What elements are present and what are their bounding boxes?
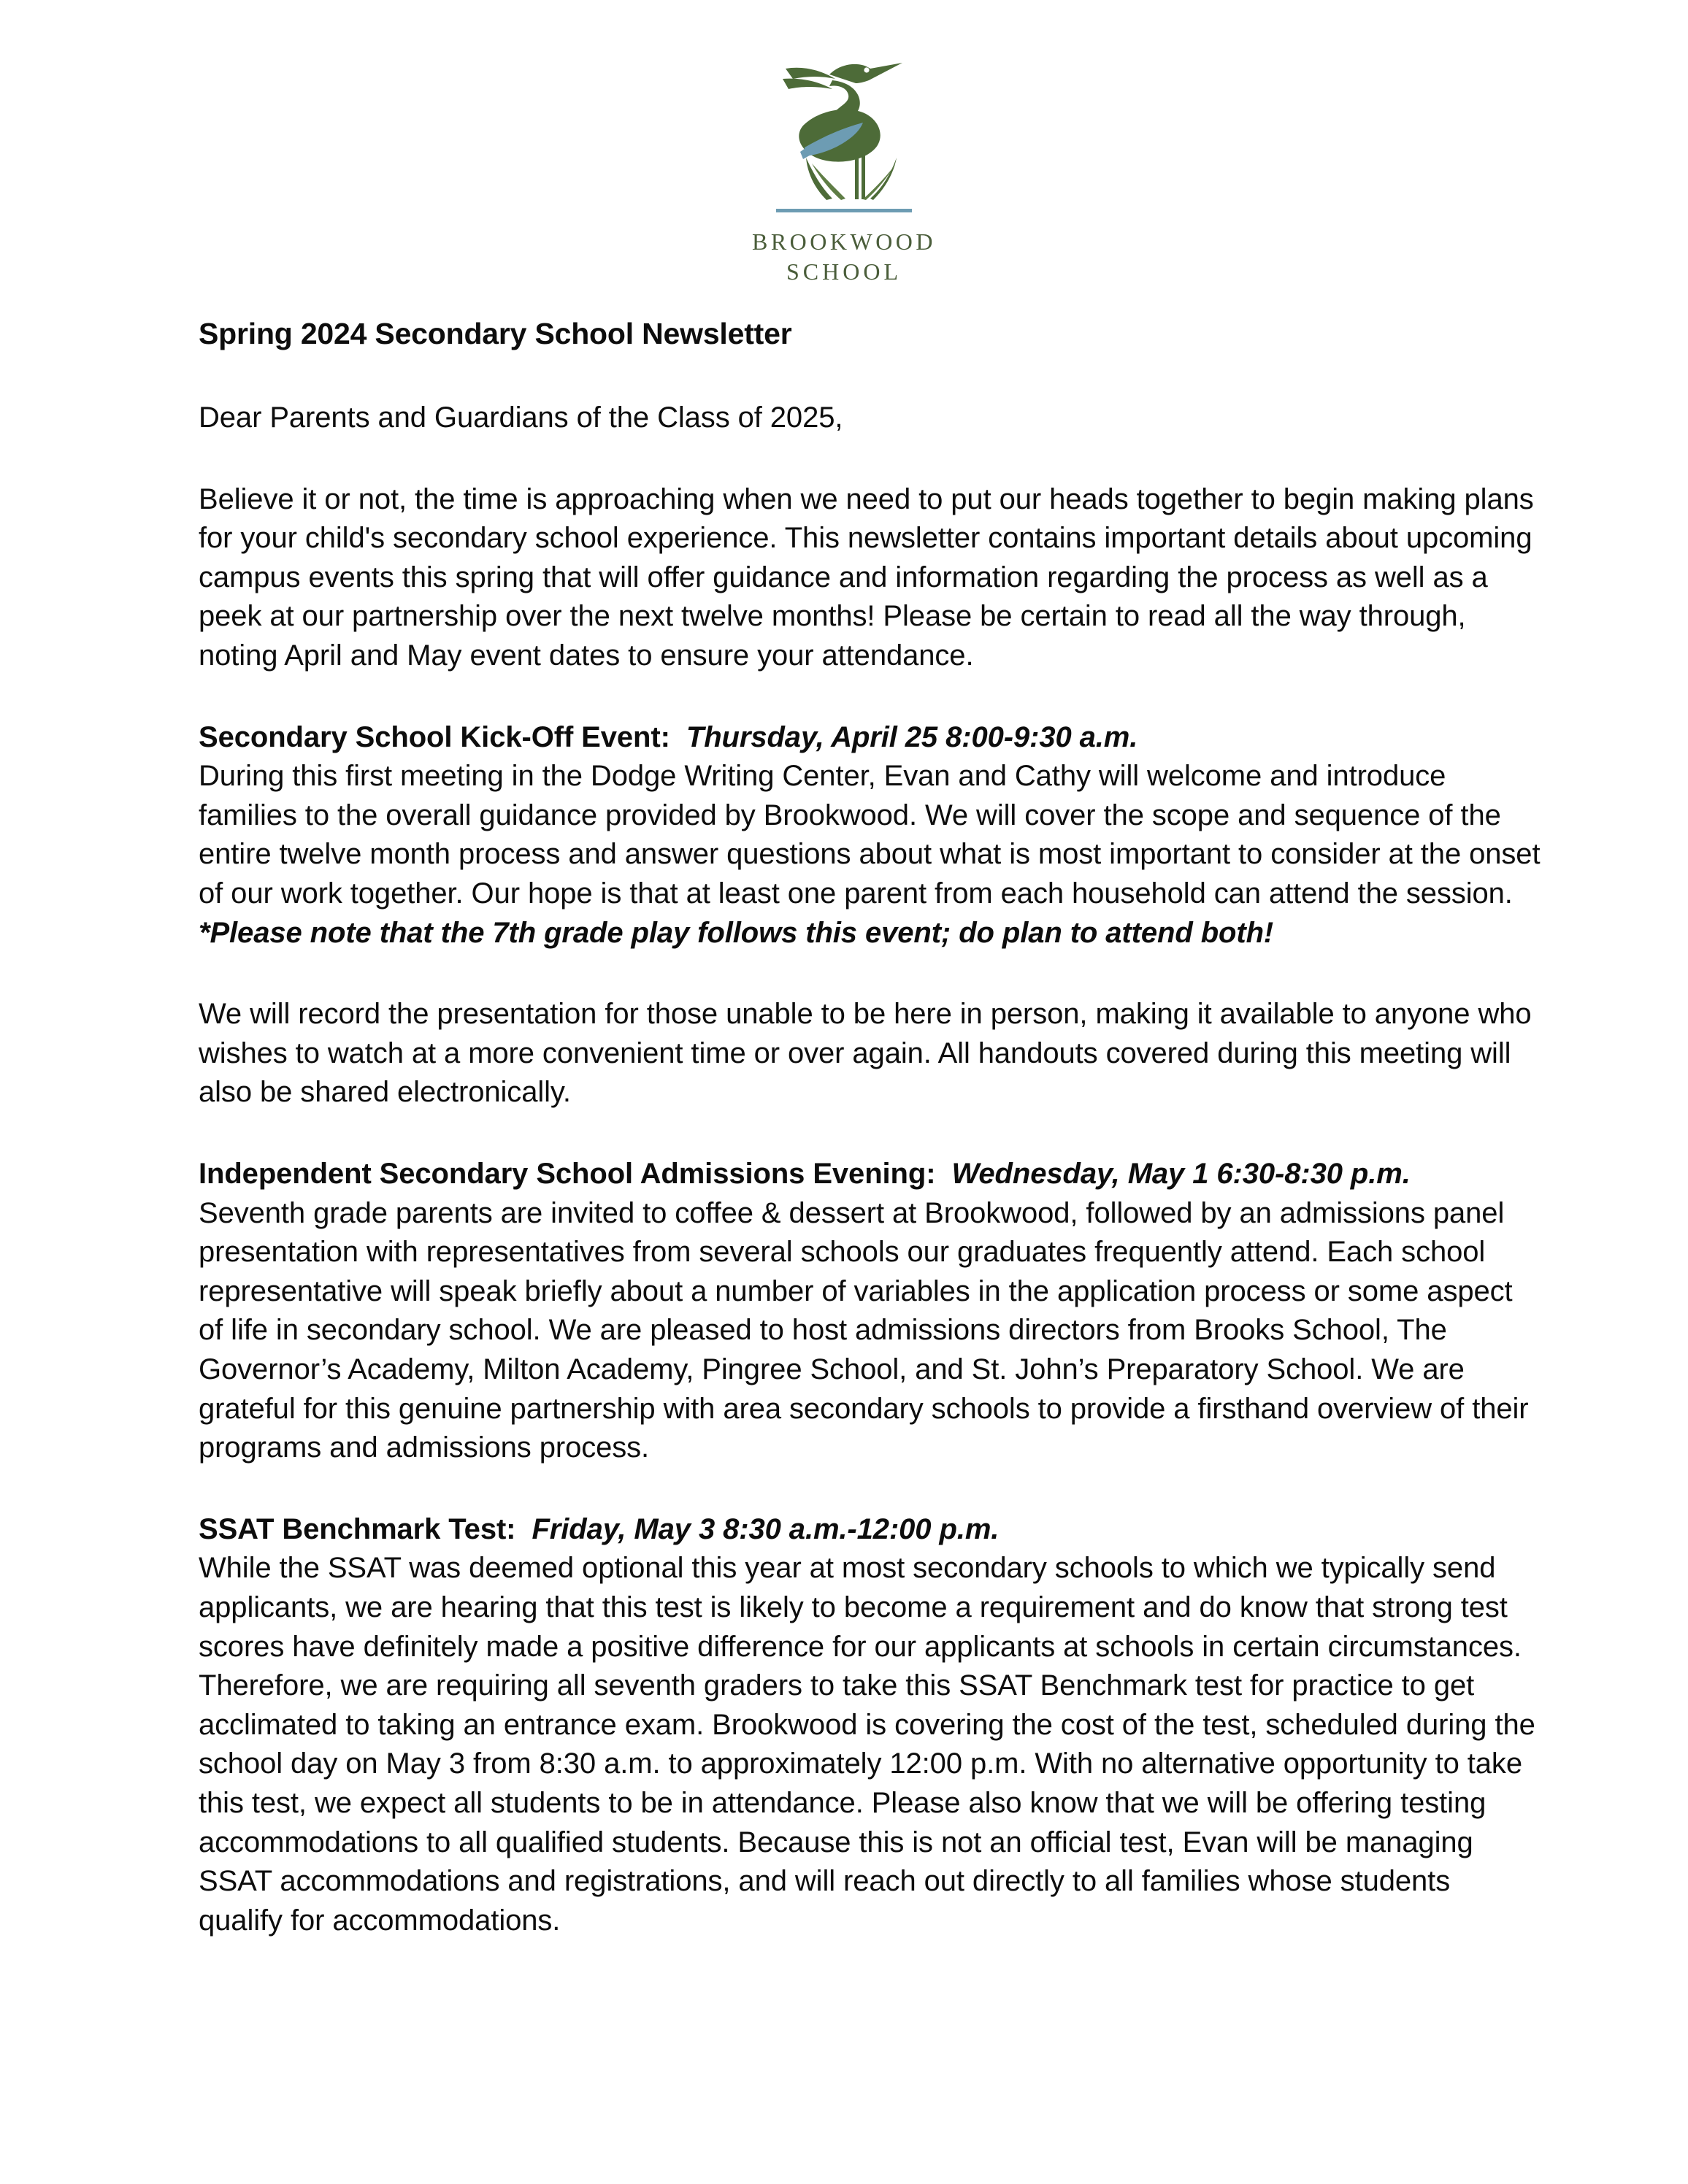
logo-wordmark-line2: SCHOOL: [786, 258, 902, 285]
section-heading-label: SSAT Benchmark Test:: [199, 1512, 516, 1545]
section-kickoff: [199, 718, 1542, 953]
logo-wordmark-line1: BROOKWOOD: [751, 228, 937, 255]
section-heading: [199, 718, 1542, 758]
school-logo: [0, 0, 1688, 287]
section-body-text: During this first meeting in the Dodge Writing Center, Evan and Cathy will welcome and introduce families to the overall guidance provided by Brookwood. We will cover the scope and sequence of the entire twelve month process and answer questions about what is most important to consider at the onset of our work together. Our hope is that at least one parent from each household can attend the session.: [199, 760, 1541, 910]
section-body: [199, 1549, 1542, 1940]
section-ssat-benchmark: [199, 1510, 1542, 1941]
section-date: Wednesday, May 1 6:30-8:30 p.m.: [951, 1158, 1411, 1191]
section-heading-label: Independent Secondary School Admissions Evening:: [199, 1158, 936, 1191]
section-emphasis: *Please note that the 7th grade play follows this event; do plan to attend both!: [199, 916, 1274, 949]
section-heading: [199, 1510, 1542, 1550]
section-heading-label: Secondary School Kick-Off Event:: [199, 720, 670, 753]
logo-divider-rule: [776, 209, 912, 212]
logo-wordmark: [752, 227, 936, 287]
section-body-text: While the SSAT was deemed optional this year at most secondary schools to which we typically send applicants, we are hearing that this test is likely to become a requirement and do know that strong test scores have definitely made a positive difference for our applicants at schools in certain circumstances. Therefore, we are requiring all seventh graders to take this SSAT Benchmark test for practice to get acclimated to taking an entrance exam. Brookwood is covering the cost of the test, scheduled during the school day on May 3 from 8:30 a.m. to approximately 12:00 p.m. With no alternative opportunity to take this test, we expect all students to be in attendance. Please also know that we will be offering testing accommodations to all qualified students. Because this is not an official test, Evan will be managing SSAT accommodations and registrations, and will reach out directly to all families whose students qualify for accommodations.: [199, 1552, 1535, 1937]
section-date: Thursday, April 25 8:00-9:30 a.m.: [686, 720, 1138, 753]
section-admissions-evening: [199, 1155, 1542, 1468]
recording-paragraph: We will record the presentation for those unable to be here in person, making it available to anyone who wishes to watch at a more convenient time or over again. All handouts covered during this meeting will also be shared electronically.: [199, 998, 1532, 1109]
page-title: Spring 2024 Secondary School Newsletter: [199, 317, 792, 350]
section-body: [199, 757, 1542, 953]
section-date: Friday, May 3 8:30 a.m.-12:00 p.m.: [532, 1512, 1000, 1545]
intro-paragraph: Believe it or not, the time is approaching when we need to put our heads together to begin making plans for your child's secondary school experience. This newsletter contains important details about upcoming campus events this spring that will offer guidance and information regarding the process as well as a peek at our partnership over the next twelve months! Please be certain to read all the way through, noting April and May event dates to ensure your attendance.: [199, 482, 1534, 672]
section-body: [199, 1194, 1542, 1468]
section-heading: [199, 1155, 1542, 1194]
heron-bird-icon: [759, 38, 929, 207]
newsletter-body: [199, 314, 1542, 1983]
salutation: Dear Parents and Guardians of the Class of 2025,: [199, 401, 843, 434]
section-body-text: Seventh grade parents are invited to coffee & dessert at Brookwood, followed by an admissions panel presentation with representatives from several schools our graduates frequently attend. Each school representative will speak briefly about a number of variables in the application process or some aspect of life in secondary school. We are pleased to host admissions directors from Brooks School, The Governor’s Academy, Milton Academy, Pingree School, and St. John’s Preparatory School. We are grateful for this genuine partnership with area secondary schools to provide a firsthand overview of their programs and admissions process.: [199, 1196, 1529, 1464]
